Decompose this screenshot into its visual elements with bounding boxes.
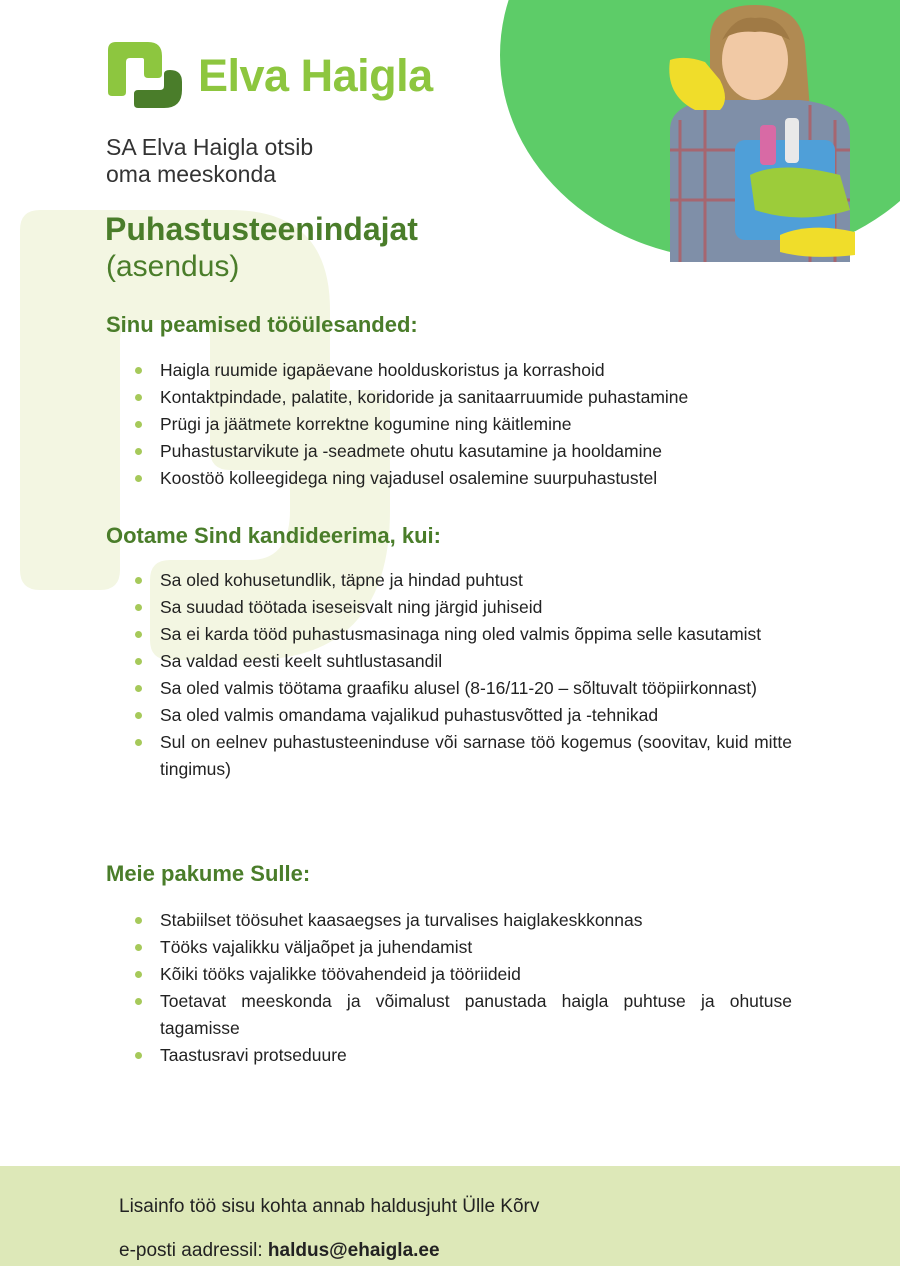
job-subtitle: (asendus) (106, 250, 240, 283)
list-item: Kõiki tööks vajalikke töövahendeid ja tööriideid (133, 961, 792, 988)
elva-haigla-logo-icon (104, 40, 186, 110)
section-heading-tasks: Sinu peamised tööülesanded: (106, 312, 418, 337)
list-item: Sa valdad eesti keelt suhtlustasandil (133, 648, 792, 675)
contact-footer (0, 1166, 900, 1266)
logo (104, 40, 433, 110)
contact-info-line: Lisainfo töö sisu kohta annab haldusjuht Ülle Kõrv (119, 1196, 540, 1217)
email-link[interactable]: haldus@ehaigla.ee (267, 1240, 440, 1261)
list-item: Koostöö kolleegidega ning vajadusel osalemine suurpuhastustel (133, 465, 792, 492)
list-item: Sa oled kohusetundlik, täpne ja hindad puhtust (133, 567, 792, 594)
list-item: Sa oled valmis omandama vajalikud puhastusvõtted ja -tehnikad (133, 702, 792, 729)
cleaner-woman-photo (650, 0, 865, 262)
list-item: Tööks vajalikku väljaõpet ja juhendamist (133, 934, 792, 961)
list-item: Taastusravi protseduure (133, 1042, 792, 1069)
logo-name: Elva Haigla (198, 49, 433, 101)
intro-line-1: SA Elva Haigla otsib (106, 134, 314, 160)
intro (106, 134, 313, 188)
list-item: Prügi ja jäätmete korrektne kogumine ning käitlemine (133, 411, 792, 438)
list-item: Sul on eelnev puhastusteeninduse või sarnase töö kogemus (soovitav, kuid mitte tingimus) (133, 729, 792, 783)
list-item: Puhastustarvikute ja -seadmete ohutu kasutamine ja hooldamine (133, 438, 792, 465)
list-item: Kontaktpindade, palatite, koridoride ja sanitaarruumide puhastamine (133, 384, 792, 411)
list-item: Haigla ruumide igapäevane hoolduskoristus ja korrashoid (133, 357, 792, 384)
list-item: Sa suudad töötada iseseisvalt ning järgid juhiseid (133, 594, 792, 621)
requirements-list (133, 567, 792, 783)
list-item: Sa ei karda tööd puhastusmasinaga ning oled valmis õppima selle kasutamist (133, 621, 792, 648)
list-item: Sa oled valmis töötama graafiku alusel (8-16/11-20 – sõltuvalt tööpiirkonnast) (133, 675, 792, 702)
contact-email-line (119, 1240, 440, 1262)
email-label: e-posti aadressil: (119, 1240, 268, 1261)
section-heading-offer: Meie pakume Sulle: (106, 861, 311, 886)
job-title: Puhastusteenindajat (105, 211, 418, 247)
section-heading-requirements: Ootame Sind kandideerima, kui: (106, 523, 441, 548)
intro-line-2: oma meeskonda (106, 161, 277, 187)
list-item: Toetavat meeskonda ja võimalust panustada haigla puhtuse ja ohutuse tagamisse (133, 988, 792, 1042)
list-item: Stabiilset töösuhet kaasaegses ja turvalises haiglakeskkonnas (133, 907, 792, 934)
offer-list (133, 907, 792, 1069)
tasks-list (133, 357, 792, 492)
